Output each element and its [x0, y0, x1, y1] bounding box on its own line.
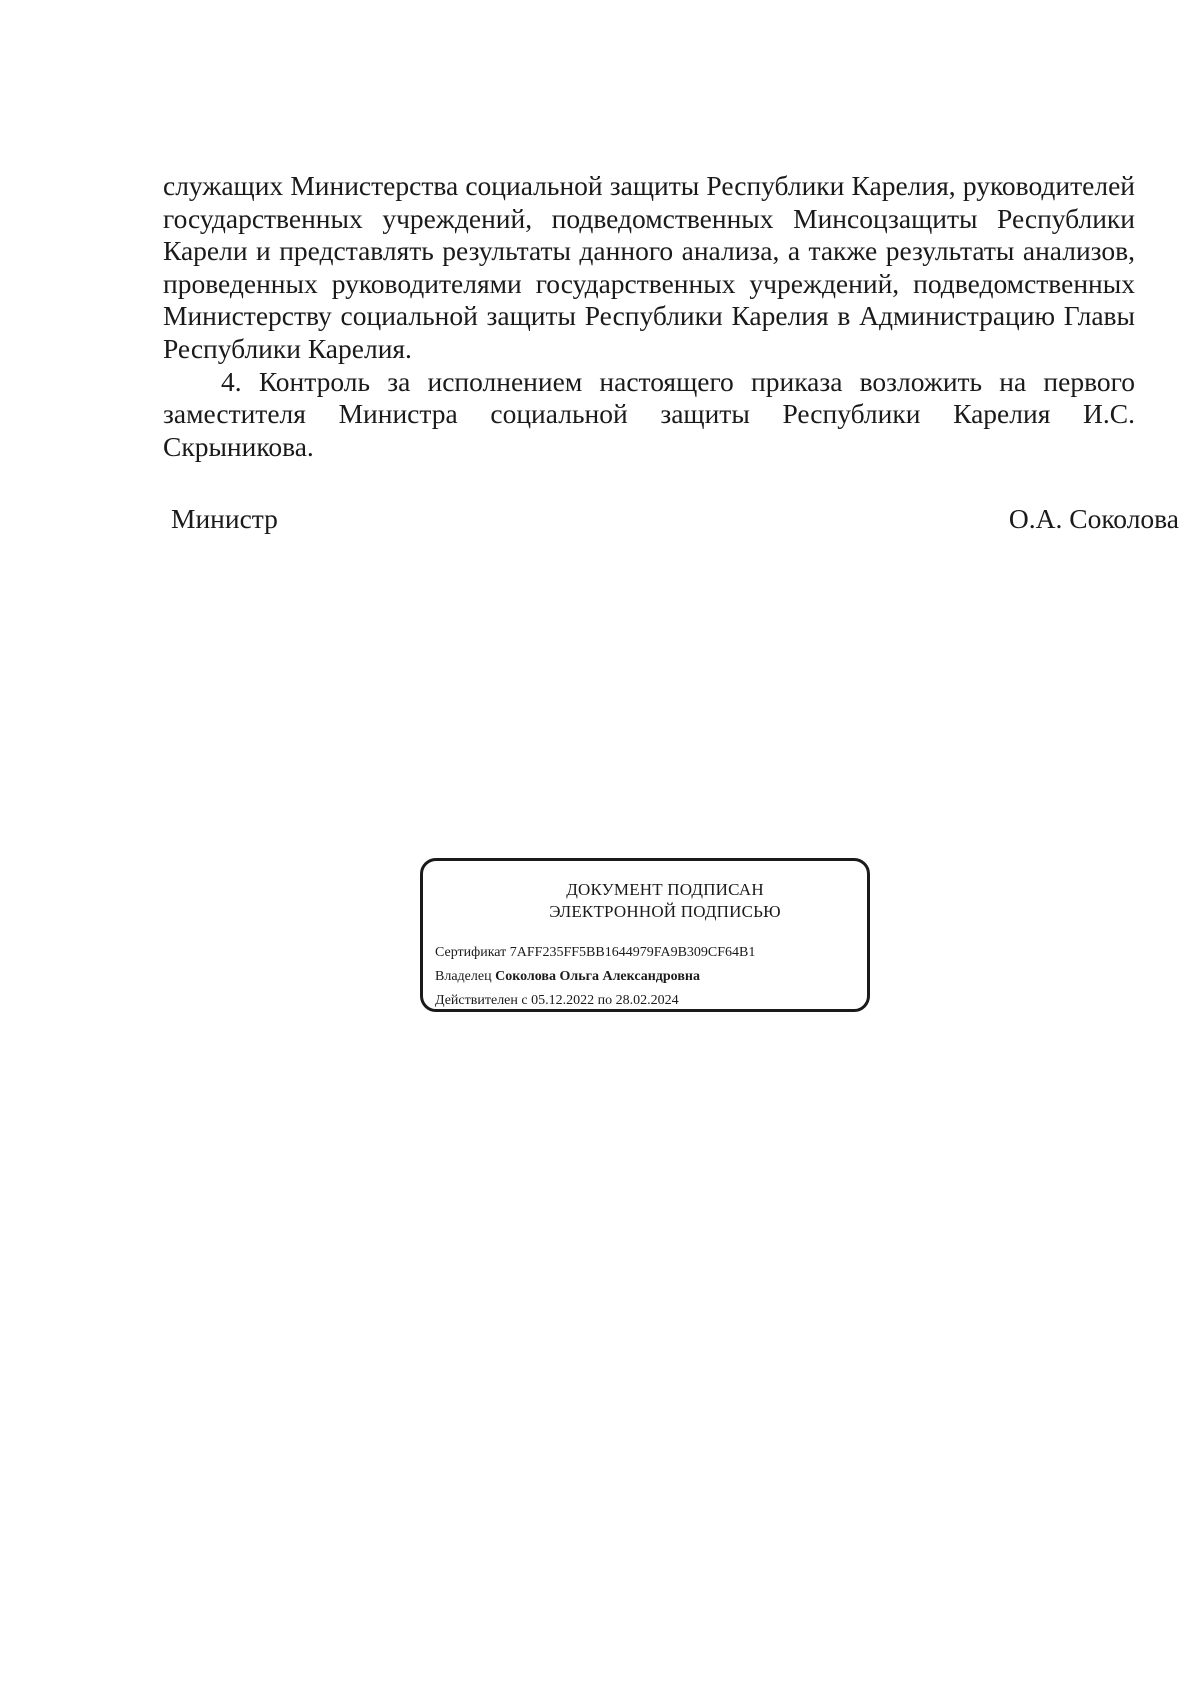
- valid-from-value: 05.12.2022: [531, 993, 595, 1008]
- owner-label: Владелец: [435, 969, 492, 984]
- certificate-label: Сертификат: [435, 945, 507, 960]
- paragraph-continuation: служащих Министерства социальной защиты Республики Карелия, руководителей государственных учреждений, подведомственных Минсоцзащиты Республики Карели и представлять результаты данного анализа, а также результаты анализов, проведенных руководителями государственных учреждений, подведомственных Министерству социальной защиты Республики Карелия в Администрацию Главы Республики Карелия.: [163, 170, 1135, 364]
- electronic-signature-stamp: [420, 858, 870, 1012]
- stamp-validity-row: [435, 989, 755, 1013]
- paragraph-item-4: 4. Контроль за исполнением настоящего приказа возложить на первого заместителя Министра социальной защиты Республики Карелия И.С. Скрыникова.: [163, 365, 1135, 462]
- stamp-details: [435, 941, 755, 1013]
- stamp-title-line-1: ДОКУМЕНТ ПОДПИСАН: [566, 880, 764, 899]
- stamp-title: [423, 879, 867, 923]
- owner-value: Соколова Ольга Александровна: [495, 969, 700, 984]
- signatory-position: Министр: [171, 503, 278, 534]
- signatory-name: О.А. Соколова: [1008, 503, 1179, 534]
- stamp-title-line-2: ЭЛЕКТРОННОЙ ПОДПИСЬЮ: [549, 902, 781, 921]
- valid-from-label: Действителен с: [435, 993, 528, 1008]
- certificate-value: 7AFF235FF5BB1644979FA9B309CF64B1: [509, 945, 756, 960]
- document-body: [163, 170, 1135, 463]
- valid-to-value: 28.02.2024: [615, 993, 679, 1008]
- stamp-owner-row: [435, 965, 755, 989]
- valid-to-label: по: [597, 993, 613, 1008]
- stamp-certificate-row: [435, 941, 755, 965]
